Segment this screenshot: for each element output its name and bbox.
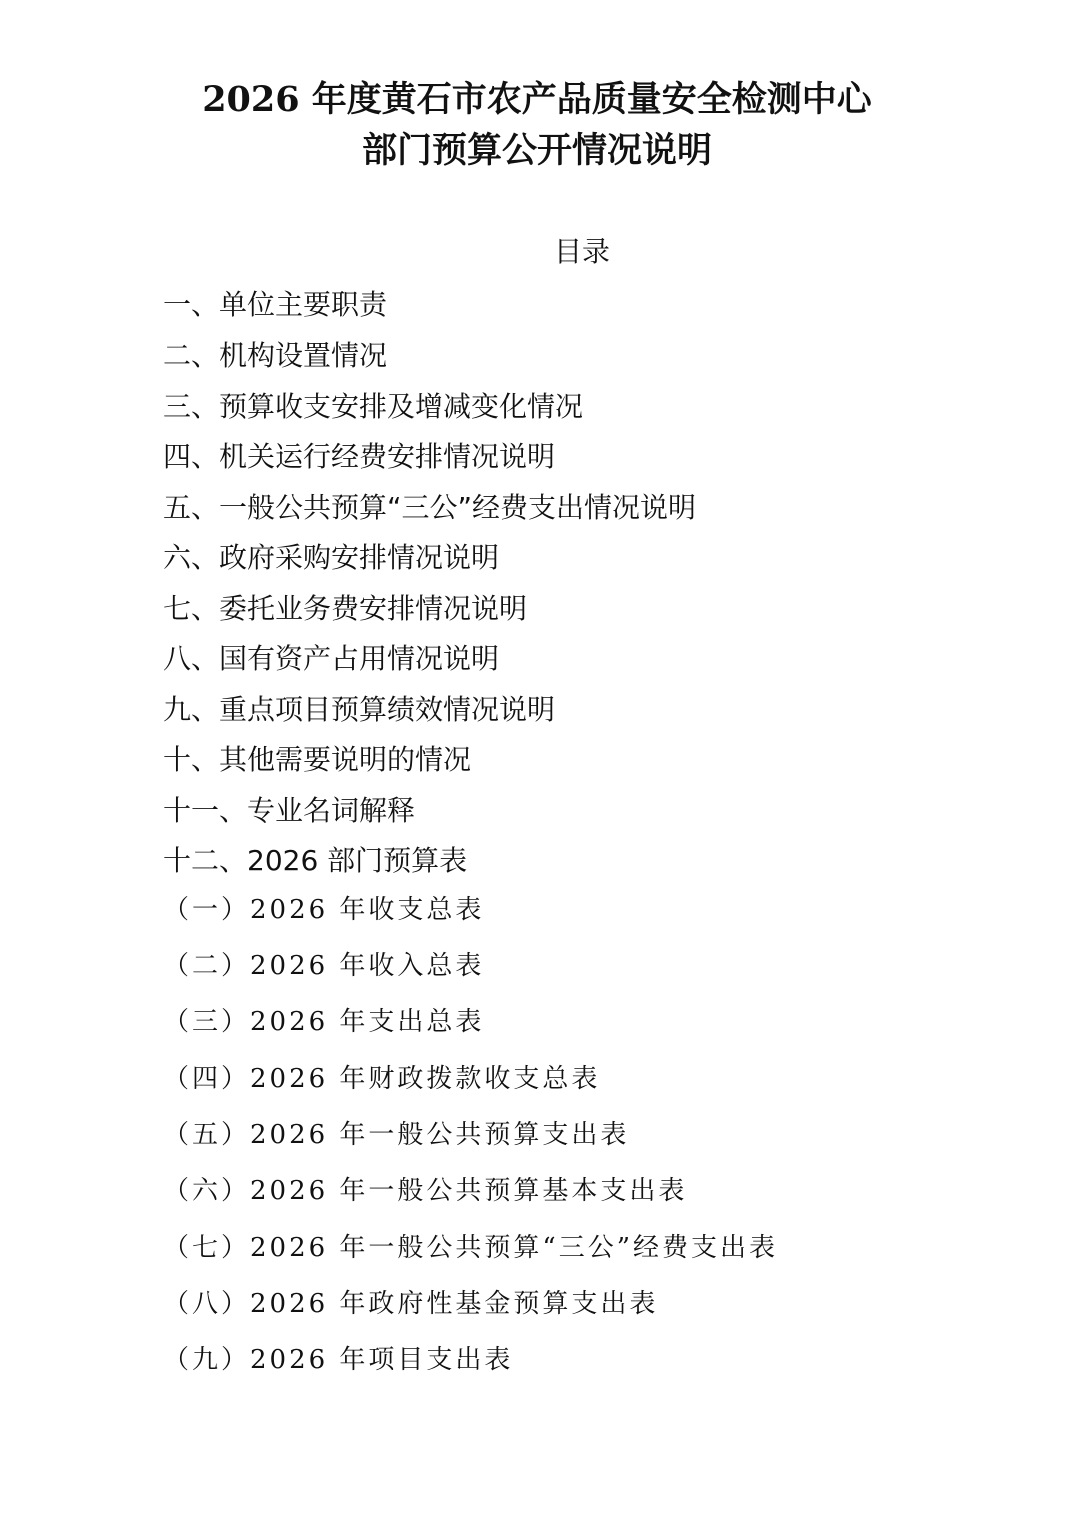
toc-subitem: （一）2026 年收支总表 xyxy=(163,895,485,925)
toc-heading: 目录 xyxy=(553,235,610,268)
toc-item: 七、委托业务费安排情况说明 xyxy=(163,592,528,625)
toc-item: 十二、2026 部门预算表 xyxy=(163,844,468,877)
toc-item: 三、预算收支安排及增减变化情况 xyxy=(163,390,584,423)
toc-item: 十、其他需要说明的情况 xyxy=(163,743,472,776)
toc-subitem: （四）2026 年财政拨款收支总表 xyxy=(163,1064,601,1094)
title-line-1: 2026 年度黄石市农产品质量安全检测中心 xyxy=(202,79,872,120)
toc-subitem: （五）2026 年一般公共预算支出表 xyxy=(163,1120,630,1150)
toc-subitem: （七）2026 年一般公共预算“三公”经费支出表 xyxy=(163,1233,779,1263)
toc-subitem: （三）2026 年支出总表 xyxy=(163,1007,485,1037)
toc-item: 二、机构设置情况 xyxy=(163,339,388,372)
toc-item: 九、重点项目预算绩效情况说明 xyxy=(163,693,556,726)
title-line-2: 部门预算公开情况说明 xyxy=(361,130,712,171)
toc-item: 一、单位主要职责 xyxy=(163,288,388,321)
toc-subitem: （六）2026 年一般公共预算基本支出表 xyxy=(163,1176,688,1206)
toc-item: 五、一般公共预算“三公”经费支出情况说明 xyxy=(163,491,697,524)
toc-subitem: （二）2026 年收入总表 xyxy=(163,951,485,981)
toc-item: 四、机关运行经费安排情况说明 xyxy=(163,440,556,473)
toc-item: 六、政府采购安排情况说明 xyxy=(163,541,500,574)
toc-subitem: （八）2026 年政府性基金预算支出表 xyxy=(163,1289,659,1319)
toc-subitem: （九）2026 年项目支出表 xyxy=(163,1345,514,1375)
toc-item: 十一、专业名词解释 xyxy=(163,794,416,827)
toc-item: 八、国有资产占用情况说明 xyxy=(163,642,500,675)
